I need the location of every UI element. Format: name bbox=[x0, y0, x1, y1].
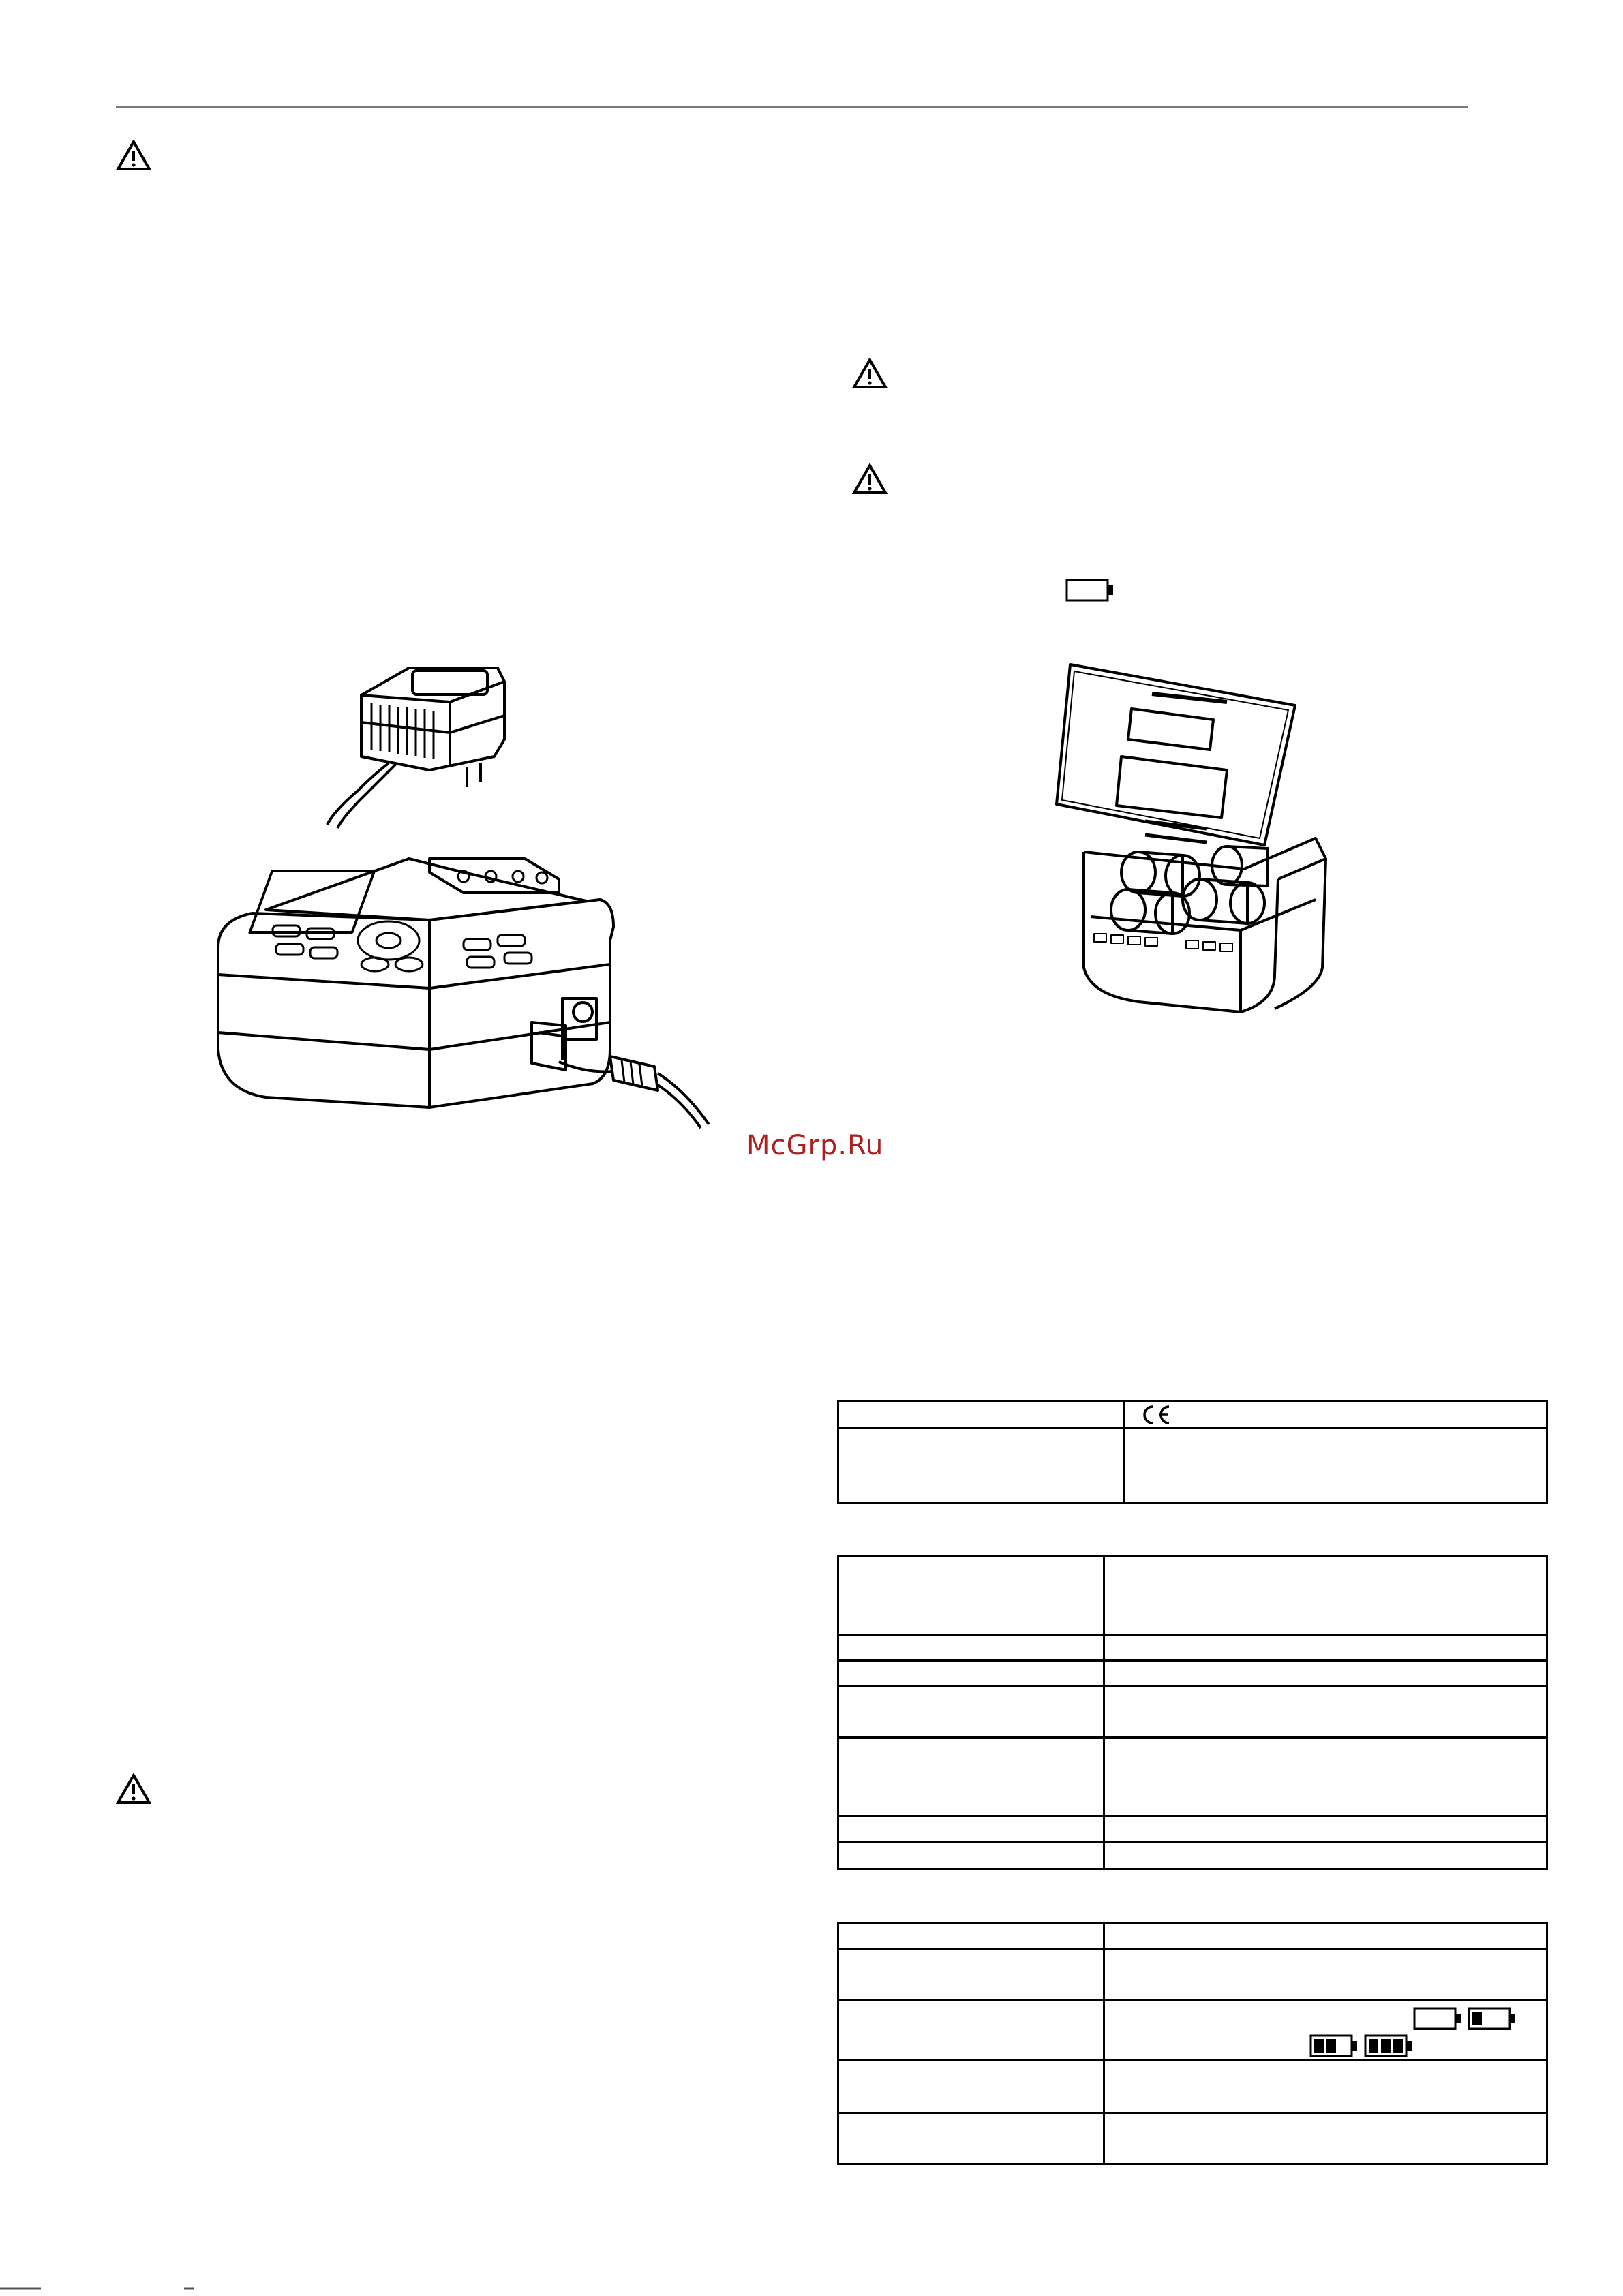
table-cell bbox=[838, 1738, 1104, 1816]
watermark: McGrp.Ru bbox=[746, 1130, 884, 1161]
spec-table-1 bbox=[837, 1400, 1548, 1504]
table-cell bbox=[838, 1557, 1104, 1635]
table-cell bbox=[838, 2000, 1104, 2060]
table-cell bbox=[1104, 1557, 1547, 1635]
table-cell bbox=[1104, 1687, 1547, 1738]
table-cell bbox=[1104, 1842, 1547, 1869]
table-row bbox=[838, 1923, 1547, 1949]
warning-triangle-icon bbox=[116, 140, 151, 171]
table-cell bbox=[838, 2060, 1104, 2113]
table-cell bbox=[1104, 2060, 1547, 2113]
header-rule bbox=[116, 106, 1468, 108]
warning-triangle-icon bbox=[116, 1773, 151, 1805]
table-cell bbox=[1104, 1816, 1547, 1842]
table-cell bbox=[1104, 1661, 1547, 1687]
adapter-illustration bbox=[204, 654, 723, 1131]
table-cell bbox=[1104, 2113, 1547, 2164]
table-cell bbox=[1104, 2000, 1547, 2060]
table-cell bbox=[838, 1401, 1125, 1428]
table-cell bbox=[1125, 1401, 1547, 1428]
table-cell bbox=[838, 1428, 1125, 1503]
battery-three-bars-icon bbox=[1364, 2034, 1413, 2058]
table-cell bbox=[838, 1635, 1104, 1661]
battery-two-bars-icon bbox=[1309, 2034, 1359, 2058]
warning-triangle-icon bbox=[852, 358, 888, 389]
table-row bbox=[838, 1557, 1547, 1635]
table-cell bbox=[1104, 1635, 1547, 1661]
spec-table-2 bbox=[837, 1555, 1548, 1870]
table-cell bbox=[838, 1816, 1104, 1842]
table-cell bbox=[838, 1923, 1104, 1949]
table-row bbox=[838, 1428, 1547, 1503]
table-row bbox=[838, 2000, 1547, 2060]
table-row bbox=[838, 2113, 1547, 2164]
battery-icon bbox=[1065, 578, 1114, 602]
table-row bbox=[838, 1635, 1547, 1661]
table-cell bbox=[1125, 1428, 1547, 1503]
battery-empty-icon bbox=[1413, 2006, 1462, 2031]
battery-compartment-illustration bbox=[1043, 654, 1363, 1056]
table-row bbox=[838, 1842, 1547, 1869]
table-row bbox=[838, 1661, 1547, 1687]
table-cell bbox=[838, 1687, 1104, 1738]
table-cell bbox=[1104, 1923, 1547, 1949]
table-cell bbox=[1104, 1949, 1547, 2000]
table-row bbox=[838, 1687, 1547, 1738]
battery-one-bar-icon bbox=[1468, 2006, 1517, 2031]
table-row bbox=[838, 1401, 1547, 1428]
page-edge-mark bbox=[0, 2286, 204, 2291]
table-cell bbox=[838, 1661, 1104, 1687]
table-cell bbox=[838, 2113, 1104, 2164]
spec-table-3 bbox=[837, 1922, 1548, 2165]
table-row bbox=[838, 1816, 1547, 1842]
table-row bbox=[838, 1738, 1547, 1816]
table-row bbox=[838, 2060, 1547, 2113]
table-row bbox=[838, 1949, 1547, 2000]
warning-triangle-icon bbox=[852, 463, 888, 495]
ce-mark-icon bbox=[1139, 1404, 1172, 1426]
table-cell bbox=[838, 1949, 1104, 2000]
table-cell bbox=[838, 1842, 1104, 1869]
table-cell bbox=[1104, 1738, 1547, 1816]
